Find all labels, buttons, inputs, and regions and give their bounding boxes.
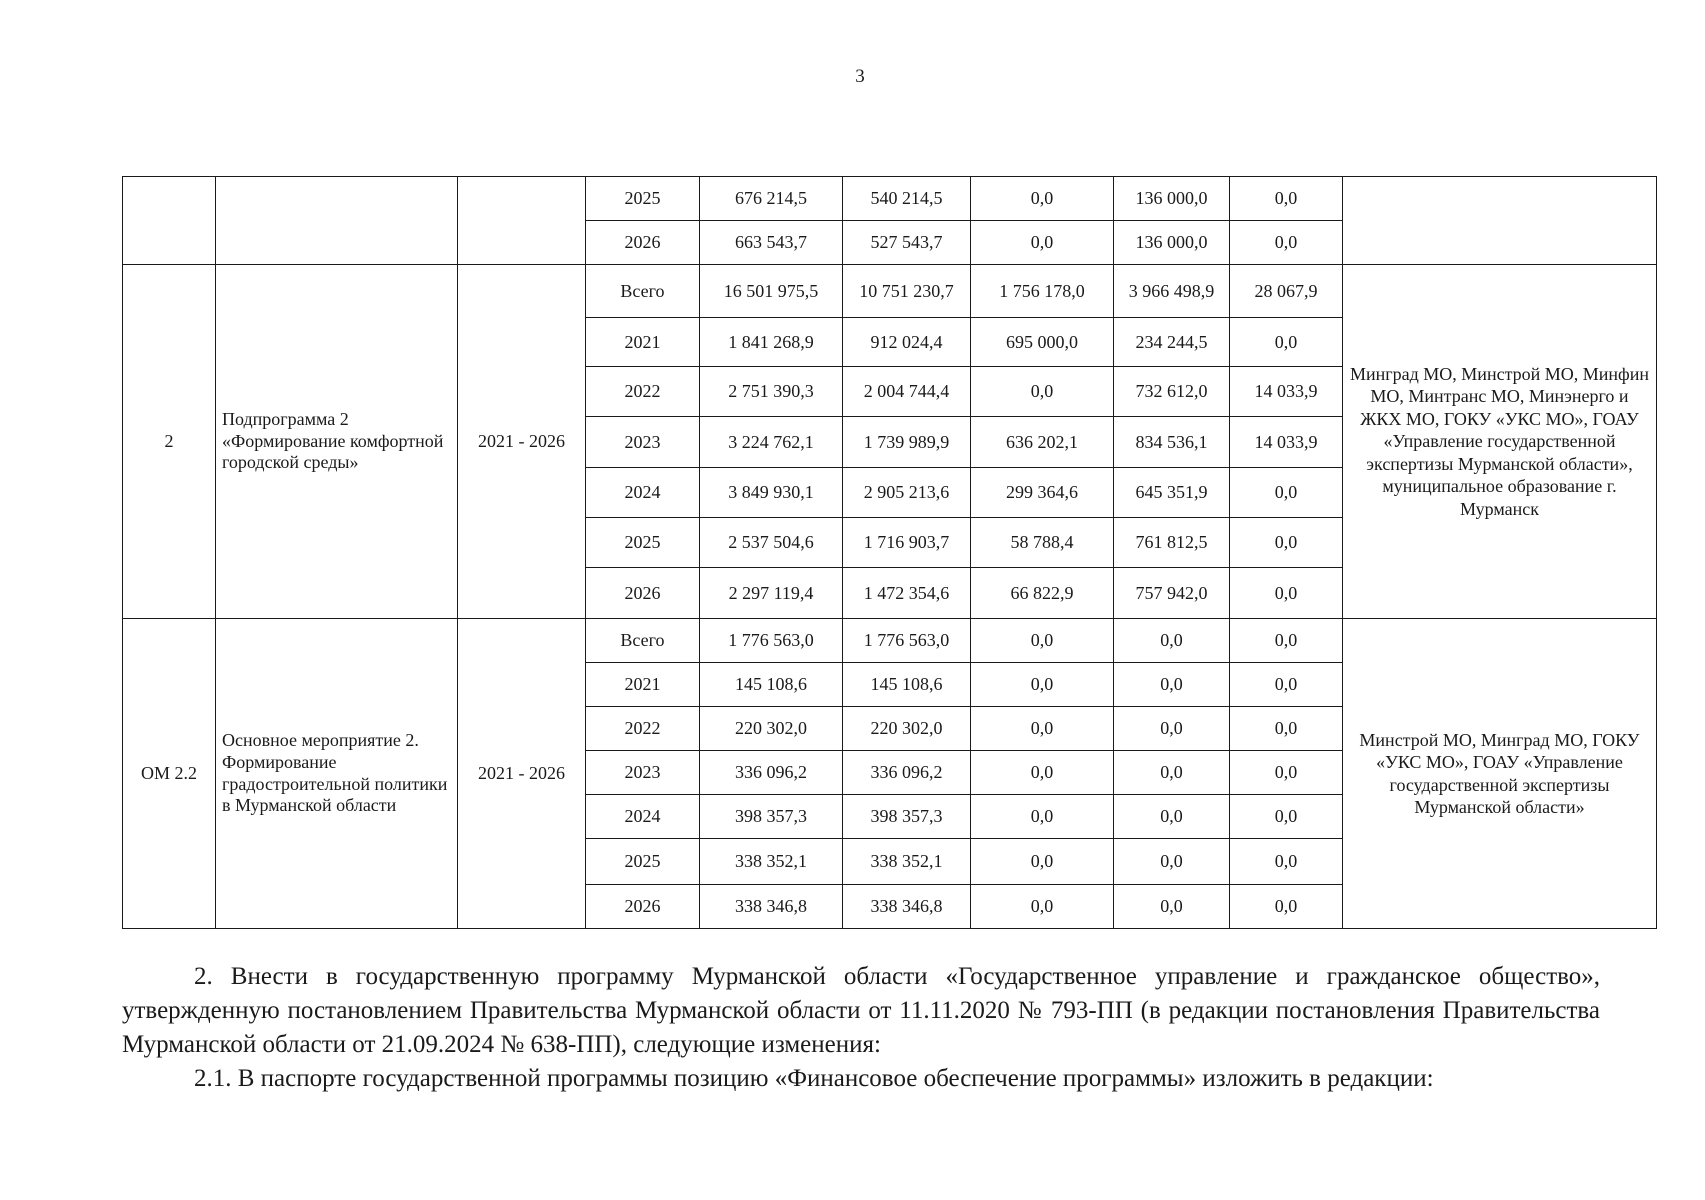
regional-cell: 2 905 213,6 (843, 468, 971, 518)
federal-cell: 299 364,6 (971, 468, 1114, 518)
local-cell: 136 000,0 (1114, 177, 1230, 221)
year-cell: 2024 (586, 468, 700, 518)
regional-cell: 1 739 989,9 (843, 417, 971, 468)
regional-cell: 1 776 563,0 (843, 619, 971, 663)
year-cell: 2025 (586, 518, 700, 568)
year-cell: 2026 (586, 885, 700, 929)
federal-cell: 0,0 (971, 707, 1114, 751)
total-cell: 145 108,6 (700, 663, 843, 707)
extra-cell: 0,0 (1230, 518, 1343, 568)
federal-cell: 0,0 (971, 839, 1114, 885)
regional-cell: 145 108,6 (843, 663, 971, 707)
total-cell: 1 841 268,9 (700, 318, 843, 367)
extra-cell: 0,0 (1230, 707, 1343, 751)
local-cell: 732 612,0 (1114, 367, 1230, 417)
federal-cell: 58 788,4 (971, 518, 1114, 568)
federal-cell: 0,0 (971, 751, 1114, 795)
federal-cell: 0,0 (971, 885, 1114, 929)
extra-cell: 0,0 (1230, 468, 1343, 518)
table-row (123, 177, 1657, 221)
local-cell: 0,0 (1114, 707, 1230, 751)
total-cell: 2 751 390,3 (700, 367, 843, 417)
year-cell: 2022 (586, 707, 700, 751)
page-number: 3 (855, 66, 865, 87)
regional-cell: 220 302,0 (843, 707, 971, 751)
regional-cell: 398 357,3 (843, 795, 971, 839)
regional-cell: 10 751 230,7 (843, 265, 971, 318)
federal-cell: 1 756 178,0 (971, 265, 1114, 318)
total-cell: 338 352,1 (700, 839, 843, 885)
total-cell: 3 224 762,1 (700, 417, 843, 468)
year-cell: 2023 (586, 751, 700, 795)
extra-cell: 28 067,9 (1230, 265, 1343, 318)
regional-cell: 912 024,4 (843, 318, 971, 367)
table-row (123, 619, 1657, 663)
federal-cell: 0,0 (971, 795, 1114, 839)
regional-cell: 1 716 903,7 (843, 518, 971, 568)
year-cell: 2021 (586, 318, 700, 367)
local-cell: 0,0 (1114, 663, 1230, 707)
regional-cell: 338 346,8 (843, 885, 971, 929)
year-cell: 2025 (586, 177, 700, 221)
federal-cell: 0,0 (971, 367, 1114, 417)
total-cell: 676 214,5 (700, 177, 843, 221)
year-cell: 2022 (586, 367, 700, 417)
program-name: Подпрограмма 2 «Формирование комфортной городской среды» (216, 265, 458, 619)
federal-cell: 695 000,0 (971, 318, 1114, 367)
extra-cell: 0,0 (1230, 839, 1343, 885)
federal-cell: 636 202,1 (971, 417, 1114, 468)
regional-cell: 1 472 354,6 (843, 568, 971, 619)
local-cell: 234 244,5 (1114, 318, 1230, 367)
federal-cell: 0,0 (971, 663, 1114, 707)
federal-cell: 0,0 (971, 619, 1114, 663)
local-cell: 3 966 498,9 (1114, 265, 1230, 318)
local-cell: 0,0 (1114, 885, 1230, 929)
regional-cell: 336 096,2 (843, 751, 971, 795)
executors-cell (1343, 177, 1657, 265)
extra-cell: 0,0 (1230, 177, 1343, 221)
num-cell (123, 177, 216, 265)
year-cell: 2023 (586, 417, 700, 468)
extra-cell: 14 033,9 (1230, 417, 1343, 468)
year-cell: 2026 (586, 221, 700, 265)
local-cell: 0,0 (1114, 795, 1230, 839)
paragraph-2-1: 2.1. В паспорте государственной программы позицию «Финансовое обеспечение программы» изложить в редакции: (194, 1065, 1434, 1092)
extra-cell: 14 033,9 (1230, 367, 1343, 417)
local-cell: 0,0 (1114, 751, 1230, 795)
federal-cell: 66 822,9 (971, 568, 1114, 619)
year-cell: 2021 (586, 663, 700, 707)
document-body (122, 960, 1600, 1096)
paragraph-2: 2. Внести в государственную программу Мурманской области «Государственное управление и гражданское общество», утвержденную постановлением Правительства Мурманской области от 11.11.2020 № 793-ПП (в редакции постановления Правительства Мурманской области от 21.09.2024 № 638-ПП), следующие изменения: (122, 963, 1600, 1058)
federal-cell: 0,0 (971, 177, 1114, 221)
period-cell (458, 177, 586, 265)
total-cell: 663 543,7 (700, 221, 843, 265)
total-cell: 338 346,8 (700, 885, 843, 929)
total-cell: 2 537 504,6 (700, 518, 843, 568)
total-cell: 16 501 975,5 (700, 265, 843, 318)
table-row (123, 265, 1657, 318)
local-cell: 136 000,0 (1114, 221, 1230, 265)
extra-cell: 0,0 (1230, 568, 1343, 619)
total-cell: 336 096,2 (700, 751, 843, 795)
budget-table-body (123, 177, 1657, 929)
extra-cell: 0,0 (1230, 885, 1343, 929)
regional-cell: 2 004 744,4 (843, 367, 971, 417)
total-cell: 1 776 563,0 (700, 619, 843, 663)
extra-cell: 0,0 (1230, 751, 1343, 795)
name-cell (216, 177, 458, 265)
regional-cell: 540 214,5 (843, 177, 971, 221)
local-cell: 0,0 (1114, 839, 1230, 885)
local-cell: 0,0 (1114, 619, 1230, 663)
row-number: ОМ 2.2 (123, 619, 216, 929)
extra-cell: 0,0 (1230, 663, 1343, 707)
local-cell: 834 536,1 (1114, 417, 1230, 468)
extra-cell: 0,0 (1230, 619, 1343, 663)
period-cell: 2021 - 2026 (458, 265, 586, 619)
regional-cell: 338 352,1 (843, 839, 971, 885)
federal-cell: 0,0 (971, 221, 1114, 265)
local-cell: 757 942,0 (1114, 568, 1230, 619)
program-name: Основное мероприятие 2. Формирование градостроительной политики в Мурманской области (216, 619, 458, 929)
total-cell: 398 357,3 (700, 795, 843, 839)
extra-cell: 0,0 (1230, 221, 1343, 265)
extra-cell: 0,0 (1230, 795, 1343, 839)
executors-cell: Минград МО, Минстрой МО, Минфин МО, Минтранс МО, Минэнерго и ЖКХ МО, ГОКУ «УКС МО», ГОАУ «Управление государственной экспертизы Мурманской области», муниципальное образование г. Мурманск (1343, 265, 1657, 619)
row-number: 2 (123, 265, 216, 619)
regional-cell: 527 543,7 (843, 221, 971, 265)
year-cell: 2025 (586, 839, 700, 885)
local-cell: 645 351,9 (1114, 468, 1230, 518)
period-cell: 2021 - 2026 (458, 619, 586, 929)
total-cell: 3 849 930,1 (700, 468, 843, 518)
budget-table (122, 176, 1657, 929)
year-cell: Всего (586, 265, 700, 318)
executors-cell: Минстрой МО, Минград МО, ГОКУ «УКС МО», ГОАУ «Управление государственной экспертизы Мурманской области» (1343, 619, 1657, 929)
year-cell: 2024 (586, 795, 700, 839)
year-cell: Всего (586, 619, 700, 663)
local-cell: 761 812,5 (1114, 518, 1230, 568)
extra-cell: 0,0 (1230, 318, 1343, 367)
total-cell: 220 302,0 (700, 707, 843, 751)
total-cell: 2 297 119,4 (700, 568, 843, 619)
year-cell: 2026 (586, 568, 700, 619)
